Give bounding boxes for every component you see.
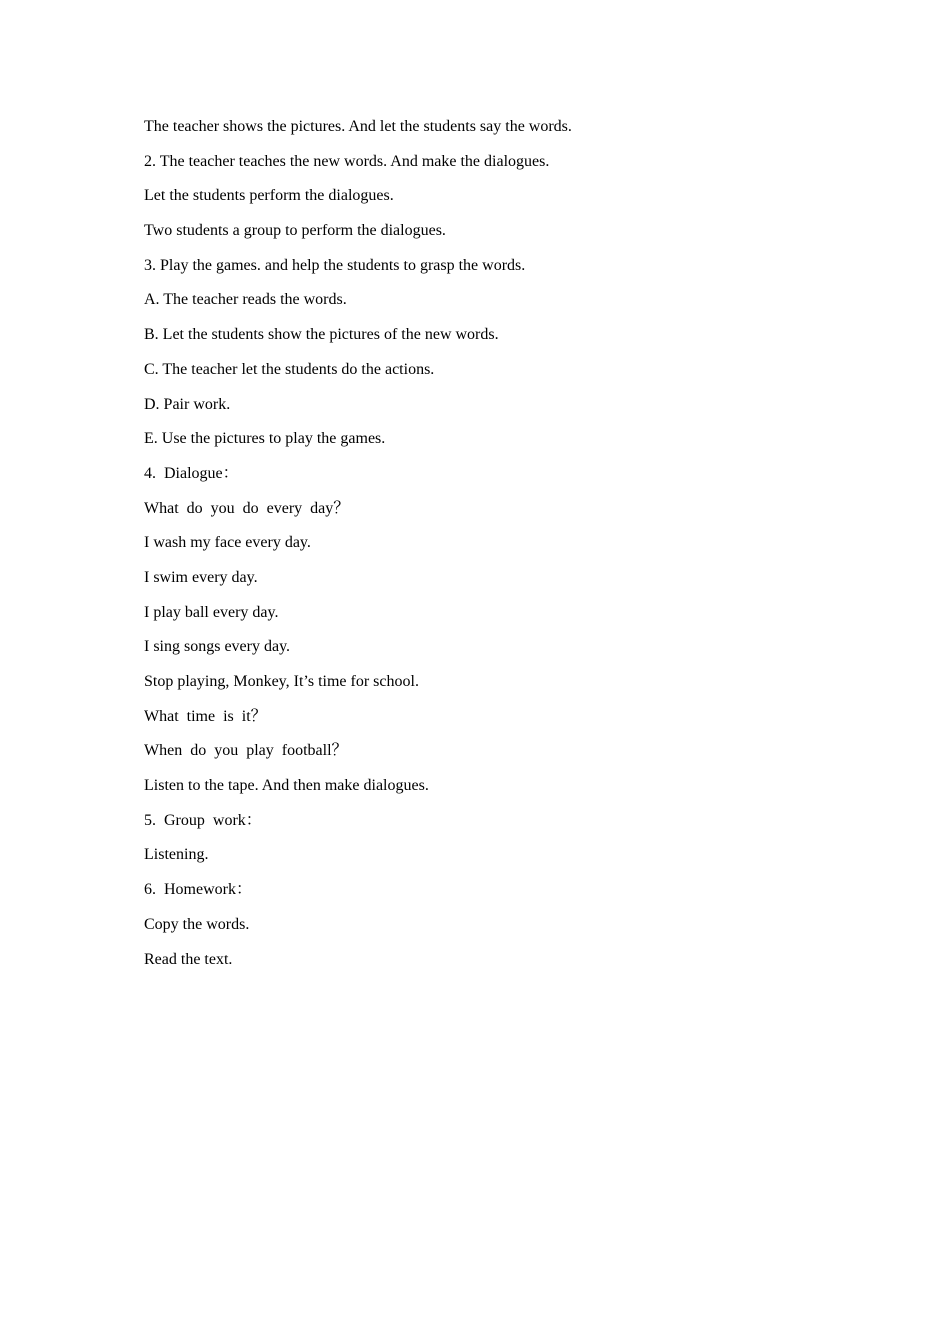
- list-item-e: E. Use the pictures to play the games.: [144, 430, 386, 448]
- text-line: The teacher shows the pictures. And let the students say the words.: [144, 118, 572, 135]
- step-2-heading: 2. The teacher teaches the new words. And make the dialogues.: [144, 152, 550, 170]
- step-4-heading: 4. Dialogue：: [144, 464, 239, 482]
- text-line: Two students a group to perform the dialogues.: [144, 222, 446, 240]
- list-item-d: D. Pair work.: [144, 395, 231, 413]
- dialogue-line: I play ball every day.: [144, 603, 279, 621]
- text-line: Listen to the tape. And then make dialogues.: [144, 777, 429, 795]
- text-line: Copy the words.: [144, 915, 250, 933]
- text-line: Let the students perform the dialogues.: [144, 187, 394, 205]
- dialogue-line: What do you do every day？: [144, 499, 350, 517]
- lesson-plan-text: [144, 116, 844, 983]
- dialogue-line: When do you play football？: [144, 742, 348, 760]
- list-item-b: B. Let the students show the pictures of the new words.: [144, 326, 499, 344]
- list-item-c: C. The teacher let the students do the actions.: [144, 360, 435, 378]
- list-item-a: A. The teacher reads the words.: [144, 291, 347, 309]
- dialogue-line: I wash my face every day.: [144, 534, 311, 552]
- dialogue-line: Stop playing, Monkey, It’s time for school.: [144, 673, 419, 690]
- step-5-heading: 5. Group work：: [144, 811, 262, 829]
- step-3-heading: 3. Play the games. and help the students to grasp the words.: [144, 256, 526, 274]
- dialogue-line: I swim every day.: [144, 568, 258, 586]
- text-line: Listening.: [144, 846, 209, 864]
- dialogue-line: What time is it？: [144, 707, 267, 725]
- step-6-heading: 6. Homework：: [144, 881, 252, 899]
- text-line: Read the text.: [144, 950, 233, 968]
- dialogue-line: I sing songs every day.: [144, 638, 291, 656]
